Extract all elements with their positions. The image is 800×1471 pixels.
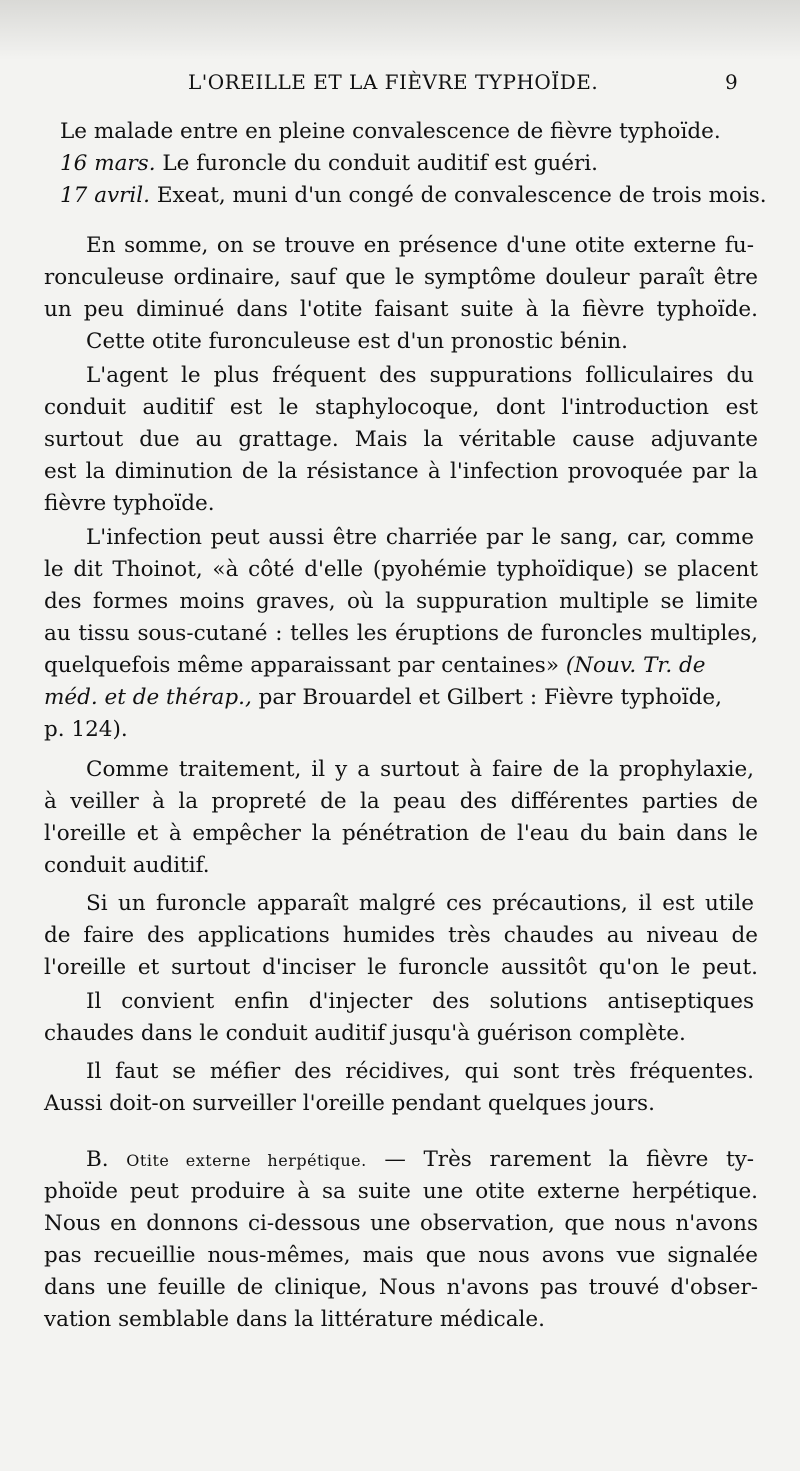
observation-text: Le furoncle du conduit auditif est guéri. [155, 151, 598, 176]
text-line: Cette otite furonculeuse est d'un pronostic bénin. [86, 329, 628, 354]
text-line: fièvre typhoïde. [44, 491, 215, 516]
text-line: phoïde peut produire à sa suite une otite externe herpétique. [44, 1179, 758, 1204]
citation-title: méd. et de thérap., [44, 685, 252, 710]
text-line: Comme traitement, il y a surtout à faire de la prophylaxie, [86, 757, 754, 782]
text-line: Nous en donnons ci-dessous une observation, que nous n'avons [44, 1211, 758, 1236]
text-line: Il faut se méfier des récidives, qui sont très fréquentes. [86, 1059, 754, 1084]
observation-line: Le malade entre en pleine convalescence de fièvre typhoïde. [60, 119, 721, 144]
text-line: ronculeuse ordinaire, sauf que le symptôme douleur paraît être [44, 265, 758, 290]
page-header [0, 70, 800, 106]
text-line: l'oreille et surtout d'inciser le furoncle aussitôt qu'on le peut. [44, 955, 758, 980]
text-segment: quelquefois même apparaissant par centaines» [44, 653, 559, 678]
text-line: l'oreille et à empêcher la pénétration de l'eau du bain dans le [44, 821, 758, 846]
text-segment: par Brouardel et Gilbert : Fièvre typhoïde, [258, 685, 722, 710]
text-line: à veiller à la propreté de la peau des différentes parties de [44, 789, 758, 814]
observation-line [60, 180, 767, 212]
text-line: vation semblable dans la littérature médicale. [44, 1307, 545, 1332]
observation-line [60, 148, 754, 180]
scan-shadow [0, 0, 800, 60]
text-line: surtout due au grattage. Mais la véritable cause adjuvante [44, 427, 758, 452]
text-line: le dit Thoinot, «à côté d'elle (pyohémie typhoïdique) se placent [44, 557, 758, 582]
section-label: B. [86, 1147, 109, 1172]
text-line: Aussi doit-on surveiller l'oreille pendant quelques jours. [44, 1091, 655, 1116]
section-heading-line [86, 1144, 754, 1177]
citation-title: (Nouv. Tr. de [565, 653, 706, 678]
text-segment: Très rarement la fièvre ty- [423, 1147, 755, 1172]
text-line: conduit auditif est le staphylocoque, dont l'introduction est [44, 395, 758, 420]
text-line: En somme, on se trouve en présence d'une otite externe fu- [86, 233, 754, 258]
text-line [44, 682, 758, 714]
section-heading: Otite externe herpétique. [126, 1151, 367, 1170]
text-line: p. 124). [44, 717, 128, 742]
text-line: chaudes dans le conduit auditif jusqu'à guérison complète. [44, 1021, 686, 1046]
text-line [44, 650, 758, 682]
page-number: 9 [725, 70, 738, 94]
text-line: Si un furoncle apparaît malgré ces précautions, il est utile [86, 891, 754, 916]
text-line: Il convient enfin d'injecter des solutions antiseptiques [86, 989, 754, 1014]
observation-text: Exeat, muni d'un congé de convalescence de trois mois. [150, 183, 767, 208]
text-line: conduit auditif. [44, 853, 210, 878]
text-line: de faire des applications humides très chaudes au niveau de [44, 923, 758, 948]
text-line: au tissu sous-cutané : telles les éruptions de furoncles multiples, [44, 621, 758, 646]
text-line: L'infection peut aussi être charriée par le sang, car, comme [86, 525, 754, 550]
text-line: dans une feuille de clinique, Nous n'avons pas trouvé d'obser- [44, 1275, 758, 1300]
text-line: un peu diminué dans l'otite faisant suite à la fièvre typhoïde. [44, 297, 758, 322]
observation-date: 17 avril. [60, 183, 151, 208]
heading-dash: — [366, 1147, 424, 1172]
running-title: L'OREILLE ET LA FIÈVRE TYPHOÏDE. [188, 70, 599, 94]
text-line: des formes moins graves, où la suppuration multiple se limite [44, 589, 758, 614]
observation-date: 16 mars. [60, 151, 156, 176]
text-line: est la diminution de la résistance à l'infection provoquée par la [44, 459, 758, 484]
text-line: pas recueillie nous-mêmes, mais que nous avons vue signalée [44, 1243, 758, 1268]
text-line: L'agent le plus fréquent des suppurations folliculaires du [86, 363, 754, 388]
